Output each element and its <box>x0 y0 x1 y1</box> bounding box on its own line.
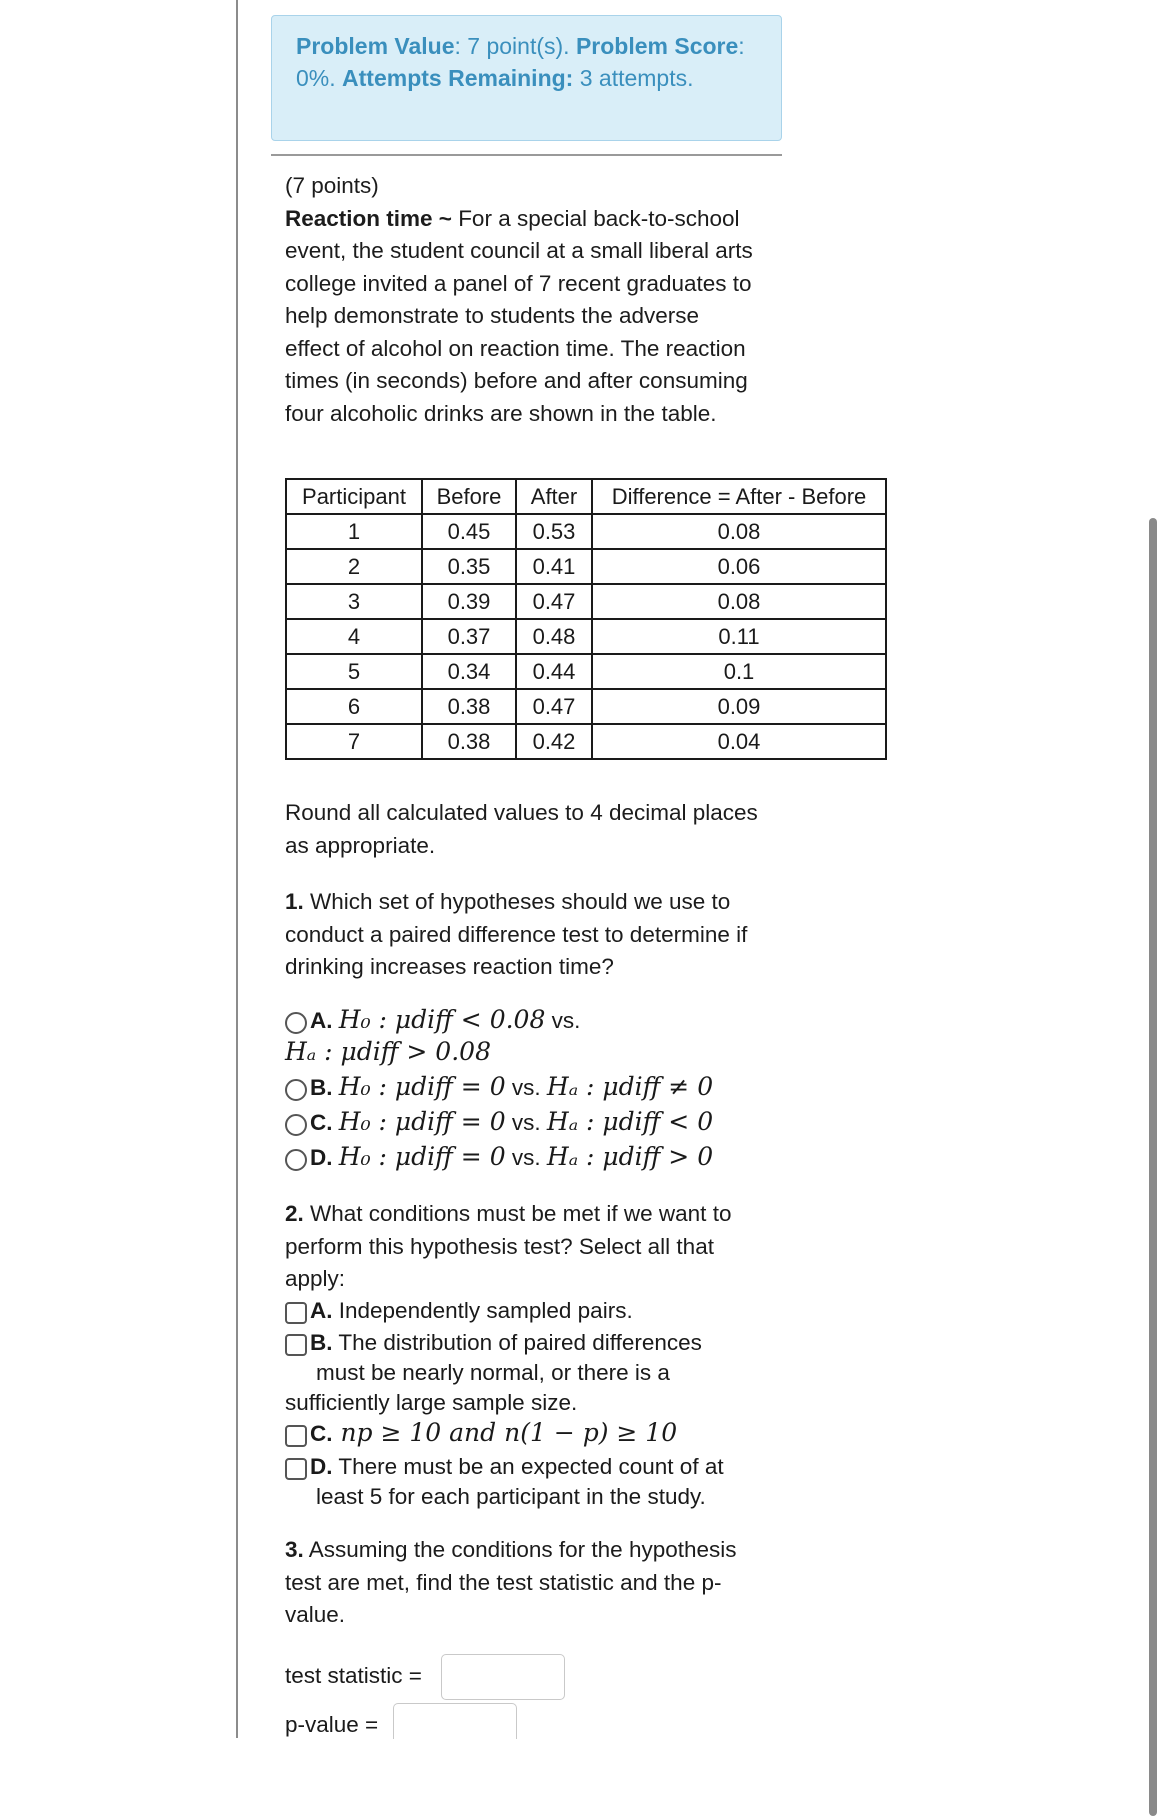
intro-line: college invited a panel of 7 recent graduates to <box>285 270 752 296</box>
table-cell: 0.09 <box>592 689 886 724</box>
reaction-time-table <box>285 478 887 760</box>
option-text: The distribution of paired differences <box>332 1330 702 1355</box>
option-letter: B. <box>310 1330 333 1355</box>
rounding-note-line: Round all calculated values to 4 decimal places <box>285 800 758 825</box>
table-row <box>286 584 886 619</box>
q2-option-a-checkbox[interactable] <box>285 1302 307 1324</box>
intro-line: effect of alcohol on reaction time. The reaction <box>285 335 746 361</box>
table-cell: 0.44 <box>516 654 592 689</box>
q2-option-c-checkbox[interactable] <box>285 1425 307 1447</box>
table-cell: 0.38 <box>422 724 516 759</box>
option-vs: vs. <box>545 1008 581 1033</box>
option-letter: A. <box>310 1008 333 1033</box>
q2-text: perform this hypothesis test? Select all that <box>285 1233 714 1259</box>
table-header: Before <box>422 479 516 514</box>
option-letter: D. <box>310 1454 333 1479</box>
q1-option-a[interactable] <box>285 1005 580 1036</box>
problem-value-label: Problem Value <box>296 33 455 59</box>
intro-line: For a special back-to-school <box>451 205 740 231</box>
table-cell: 0.06 <box>592 549 886 584</box>
table-cell: 0.08 <box>592 514 886 549</box>
intro-line: event, the student council at a small liberal arts <box>285 238 753 263</box>
option-text: There must be an expected count of at <box>332 1454 724 1479</box>
question-2 <box>285 1198 785 1296</box>
option-text: sufficiently large sample size. <box>285 1390 578 1415</box>
table-row <box>286 514 886 549</box>
points-label: (7 points) <box>285 173 379 198</box>
intro-line: four alcoholic drinks are shown in the table. <box>285 400 717 426</box>
option-math: Hₐ : μdiff < 0 <box>546 1107 714 1136</box>
option-letter: B. <box>310 1075 333 1100</box>
table-cell: 0.47 <box>516 689 592 724</box>
p-value-label: p-value = <box>285 1712 379 1737</box>
table-cell: 4 <box>286 619 422 654</box>
table-cell: 6 <box>286 689 422 724</box>
table-cell: 0.35 <box>422 549 516 584</box>
test-statistic-label: test statistic = <box>285 1663 422 1688</box>
q1-option-c[interactable] <box>285 1107 713 1138</box>
table-cell: 0.41 <box>516 549 592 584</box>
q1-number: 1. <box>285 889 304 914</box>
table-row <box>286 654 886 689</box>
table-cell: 0.37 <box>422 619 516 654</box>
q1-option-c-radio[interactable] <box>285 1114 307 1136</box>
problem-score-text: : 0%. <box>296 33 745 91</box>
q1-option-d[interactable] <box>285 1142 713 1173</box>
table-header: Difference = After - Before <box>592 479 886 514</box>
q3-text: Assuming the conditions for the hypothesis <box>303 1537 737 1562</box>
problem-score-label: Problem Score <box>575 33 739 59</box>
table-cell: 0.47 <box>516 584 592 619</box>
option-math: Hₐ : μdiff > 0 <box>546 1142 714 1171</box>
q1-option-b[interactable] <box>285 1072 713 1103</box>
rounding-note-line: as appropriate. <box>285 832 436 858</box>
option-letter: D. <box>310 1145 333 1170</box>
q2-option-d[interactable] <box>285 1452 724 1482</box>
option-text: least 5 for each participant in the study. <box>316 1484 706 1509</box>
table-cell: 0.48 <box>516 619 592 654</box>
q1-option-a-continued <box>285 1037 491 1068</box>
table-cell: 0.08 <box>592 584 886 619</box>
q2-number: 2. <box>285 1201 304 1226</box>
table-cell: 1 <box>286 514 422 549</box>
page-left-border <box>236 0 238 1738</box>
test-statistic-input[interactable] <box>441 1654 565 1700</box>
table-cell: 5 <box>286 654 422 689</box>
table-row <box>286 724 886 759</box>
q2-option-c[interactable] <box>285 1418 677 1449</box>
table-cell: 0.11 <box>592 619 886 654</box>
q1-option-d-radio[interactable] <box>285 1149 307 1171</box>
table-header: After <box>516 479 592 514</box>
q1-text: conduct a paired difference test to determine if <box>285 921 748 947</box>
q2-option-a[interactable] <box>285 1296 633 1326</box>
table-cell: 0.39 <box>422 584 516 619</box>
option-math: H₀ : μdiff = 0 <box>338 1142 506 1171</box>
table-cell: 0.04 <box>592 724 886 759</box>
option-vs: vs. <box>505 1075 547 1100</box>
option-math: Hₐ : μdiff ≠ 0 <box>546 1072 714 1101</box>
attempts-remaining-text: 3 attempts. <box>573 65 694 91</box>
option-math: Hₐ : μdiff > 0.08 <box>285 1037 491 1066</box>
question-3 <box>285 1534 785 1632</box>
problem-status-box <box>271 15 782 141</box>
option-letter: C. <box>310 1110 333 1135</box>
table-cell: 0.42 <box>516 724 592 759</box>
table-cell: 0.34 <box>422 654 516 689</box>
q2-option-b-checkbox[interactable] <box>285 1334 307 1356</box>
table-cell: 7 <box>286 724 422 759</box>
rounding-note <box>285 797 785 862</box>
option-math: H₀ : μdiff < 0.08 <box>338 1005 546 1034</box>
intro-line: times (in seconds) before and after consuming <box>285 368 748 393</box>
q1-text: drinking increases reaction time? <box>285 954 614 979</box>
table-cell: 3 <box>286 584 422 619</box>
q1-option-a-radio[interactable] <box>285 1012 307 1034</box>
problem-value-text: : 7 point(s). <box>454 33 576 59</box>
table-header-row <box>286 479 886 514</box>
question-1 <box>285 886 785 984</box>
table-cell: 0.53 <box>516 514 592 549</box>
option-letter: A. <box>310 1298 333 1323</box>
table-cell: 2 <box>286 549 422 584</box>
q2-option-d-checkbox[interactable] <box>285 1458 307 1480</box>
q3-text: value. <box>285 1602 346 1627</box>
q2-text: apply: <box>285 1266 346 1291</box>
table-row <box>286 619 886 654</box>
divider <box>271 154 782 156</box>
q3-number: 3. <box>285 1537 304 1562</box>
q1-option-b-radio[interactable] <box>285 1079 307 1101</box>
option-math: np ≥ 10 and n(1 − p) ≥ 10 <box>332 1418 678 1447</box>
table-row <box>286 549 886 584</box>
option-math: H₀ : μdiff = 0 <box>338 1072 506 1101</box>
option-vs: vs. <box>505 1145 547 1170</box>
scrollbar-thumb[interactable] <box>1149 518 1157 1816</box>
option-letter: C. <box>310 1421 333 1446</box>
attempts-remaining-label: Attempts Remaining: <box>342 65 574 91</box>
q2-option-b[interactable] <box>285 1328 702 1358</box>
option-text: Independently sampled pairs. <box>332 1298 633 1323</box>
p-value-input[interactable] <box>393 1703 517 1739</box>
table-cell: 0.38 <box>422 689 516 724</box>
option-text: must be nearly normal, or there is a <box>316 1360 670 1385</box>
intro-line: help demonstrate to students the adverse <box>285 303 700 328</box>
problem-title: Reaction time ~ <box>285 205 452 231</box>
table-cell: 0.45 <box>422 514 516 549</box>
table-header: Participant <box>286 479 422 514</box>
q1-text: Which set of hypotheses should we use to <box>303 889 731 914</box>
option-vs: vs. <box>505 1110 547 1135</box>
table-cell: 0.1 <box>592 654 886 689</box>
q3-text: test are met, find the test statistic and the p- <box>285 1569 722 1595</box>
problem-intro <box>285 170 785 430</box>
option-math: H₀ : μdiff = 0 <box>338 1107 506 1136</box>
q2-text: What conditions must be met if we want to <box>303 1201 732 1226</box>
table-row <box>286 689 886 724</box>
